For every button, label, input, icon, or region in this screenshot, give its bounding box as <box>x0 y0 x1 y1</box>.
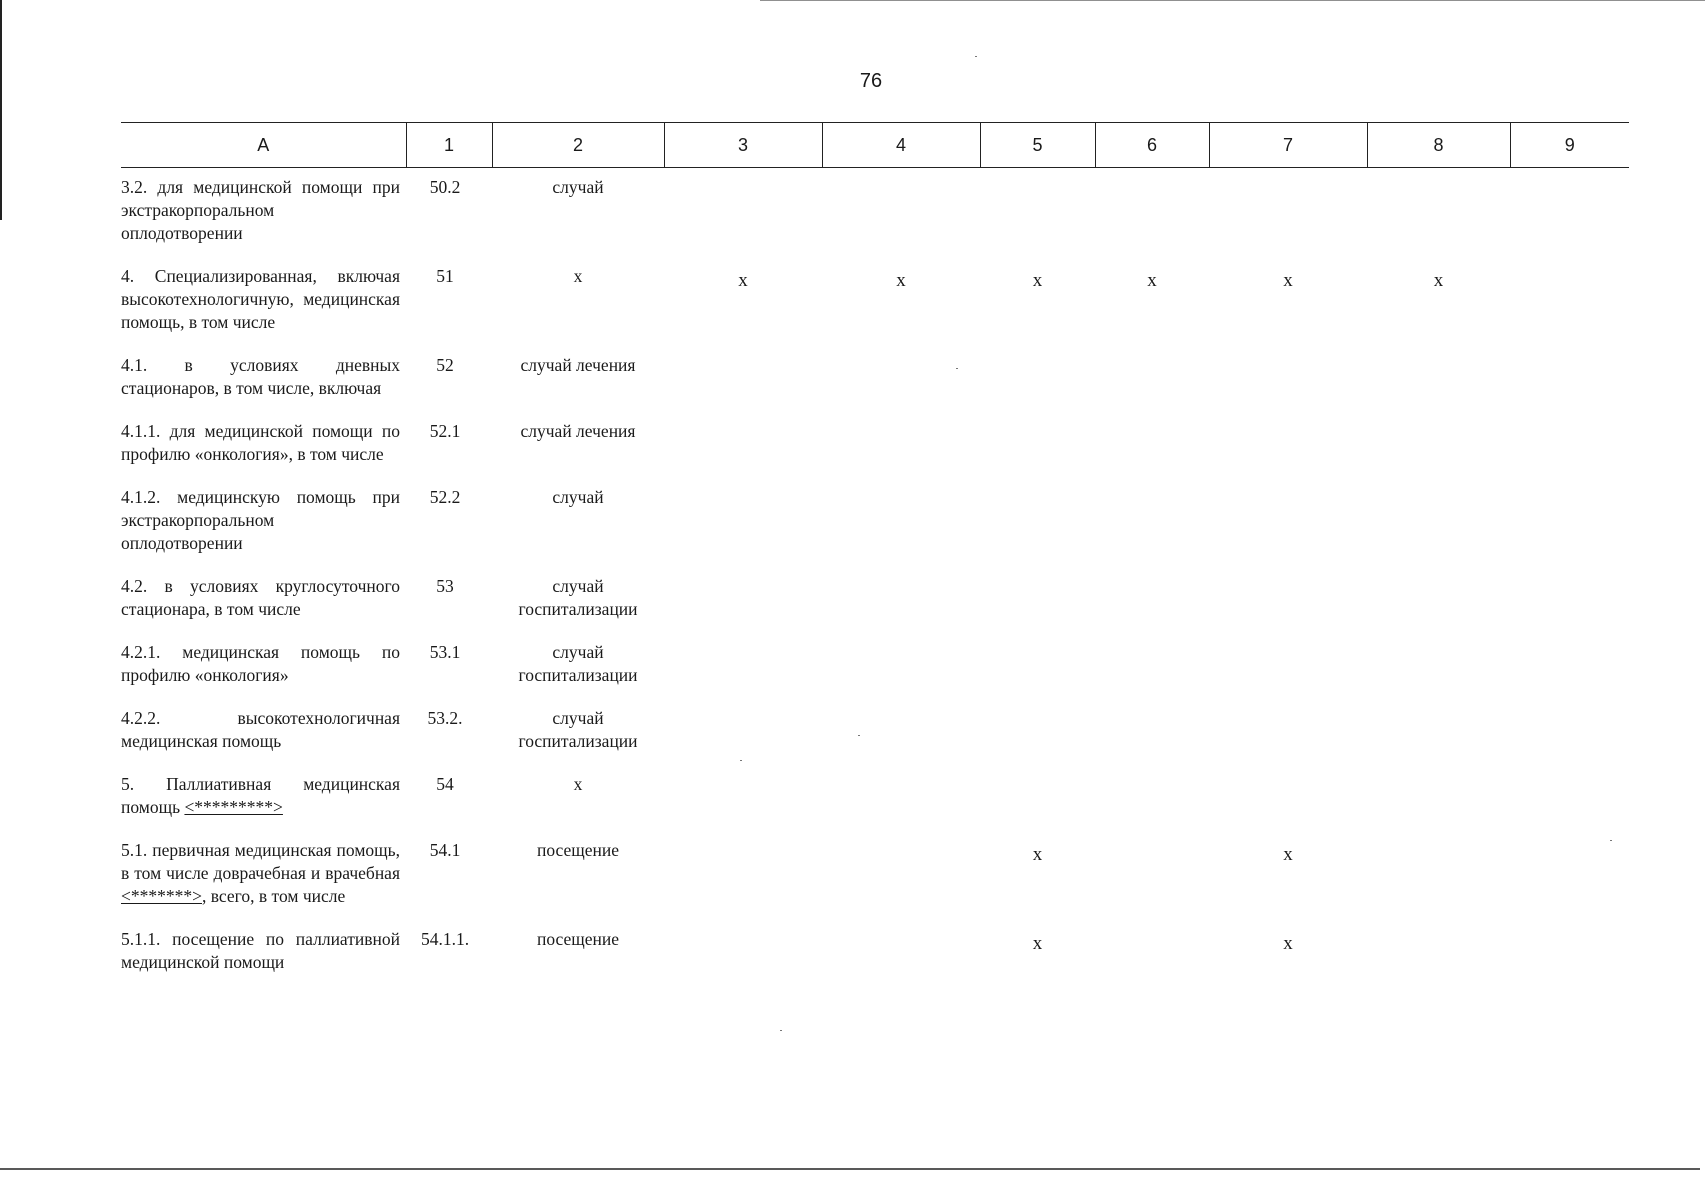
row-label <box>121 168 406 266</box>
header-cell: 1 <box>406 123 492 168</box>
row-label-text: 4.1.2. медицинскую помощь при экстракорпоральном оплодотворении <box>121 487 400 553</box>
value-cell-col7: х <box>1283 933 1293 954</box>
row-label <box>121 486 406 575</box>
value-cell-col4 <box>822 168 980 266</box>
table-row <box>121 354 1629 420</box>
value-cell-col5 <box>980 486 1095 575</box>
value-cell-col6 <box>1095 420 1209 486</box>
value-cell-col6: х <box>1147 270 1157 291</box>
unit-cell <box>492 354 664 420</box>
row-number: 51 <box>436 266 454 286</box>
value-cell-col9 <box>1510 575 1629 641</box>
value-cell-col3 <box>664 707 822 773</box>
row-label-text: 4.2.2. высокотехнологичная медицинская помощь <box>121 708 400 751</box>
table-row <box>121 928 1629 994</box>
header-cell: А <box>121 123 406 168</box>
unit-text: случай <box>552 642 604 662</box>
row-label <box>121 354 406 420</box>
value-cell-col5: х <box>1032 933 1043 954</box>
unit-text: посещение <box>536 929 620 949</box>
header-cell: 4 <box>822 123 980 168</box>
value-cell-col5 <box>980 420 1095 486</box>
unit-cell <box>492 575 664 641</box>
value-cell-col9 <box>1510 168 1629 266</box>
row-label <box>121 773 406 839</box>
row-label-text: 4.2. в условиях круглосуточного стационара, в том числе <box>121 576 400 619</box>
row-number: 53.1 <box>429 642 461 662</box>
value-cell-col5: х <box>1032 844 1043 865</box>
row-label <box>121 575 406 641</box>
value-cell-col4 <box>822 707 980 773</box>
value-cell-col7: х <box>1283 844 1293 865</box>
value-cell-col3 <box>664 575 822 641</box>
header-row <box>121 123 1629 168</box>
row-number: 53.2. <box>427 708 463 728</box>
row-number: 53 <box>436 576 454 596</box>
unit-text: посещение <box>536 840 620 860</box>
value-cell-col9 <box>1510 707 1629 773</box>
header-cell: 5 <box>980 123 1095 168</box>
value-cell-col9 <box>1510 641 1629 707</box>
table-row <box>121 773 1629 839</box>
value-cell-col6 <box>1095 707 1209 773</box>
unit-cell <box>492 168 664 266</box>
row-label-text: 5. Паллиативная медицинская помощь <box>121 774 400 817</box>
unit-cell <box>492 839 664 928</box>
value-cell-col9 <box>1510 486 1629 575</box>
value-cell-col5 <box>980 773 1095 839</box>
unit-text: случай <box>552 708 604 728</box>
table-row <box>121 486 1629 575</box>
value-cell-col3 <box>664 168 822 266</box>
row-number: 54.1 <box>429 840 461 860</box>
value-cell-col6 <box>1095 575 1209 641</box>
row-number: 54 <box>436 774 454 794</box>
unit-cell <box>492 420 664 486</box>
value-cell-col5 <box>980 168 1095 266</box>
value-cell-col6 <box>1095 486 1209 575</box>
scan-speck <box>780 1030 782 1031</box>
row-label <box>121 265 406 354</box>
row-label <box>121 420 406 486</box>
value-cell-col8 <box>1367 773 1510 839</box>
value-cell-col3 <box>664 773 822 839</box>
value-cell-col4 <box>822 773 980 839</box>
value-cell-col3 <box>664 354 822 420</box>
value-cell-col8 <box>1367 420 1510 486</box>
row-label-text: 4.1. в условиях дневных стационаров, в том числе, включая <box>121 355 400 398</box>
page-number: 76 <box>859 70 883 92</box>
value-cell-col4 <box>822 839 980 928</box>
value-cell-col5 <box>980 354 1095 420</box>
value-cell-col4 <box>822 420 980 486</box>
unit-cell <box>492 641 664 707</box>
value-cell-col5 <box>980 575 1095 641</box>
value-cell-col6 <box>1095 839 1209 928</box>
row-number: 52.1 <box>429 421 461 441</box>
value-cell-col4 <box>822 354 980 420</box>
value-cell-col3 <box>664 486 822 575</box>
unit-text: случай <box>552 487 604 507</box>
value-cell-col9 <box>1510 265 1629 354</box>
unit-text: х <box>573 774 583 794</box>
value-cell-col9 <box>1510 773 1629 839</box>
table-row <box>121 575 1629 641</box>
header-cell: 2 <box>492 123 664 168</box>
row-label-text: 3.2. для медицинской помощи при экстракорпоральном оплодотворении <box>121 177 400 243</box>
row-label <box>121 707 406 773</box>
value-cell-col5 <box>980 707 1095 773</box>
value-cell-col6 <box>1095 354 1209 420</box>
unit-text: случай <box>552 576 604 596</box>
row-number: 52 <box>436 355 454 375</box>
value-cell-col3 <box>664 420 822 486</box>
value-cell-col9 <box>1510 839 1629 928</box>
row-label-text: 4.1.1. для медицинской помощи по профилю «онкология», в том числе <box>121 421 400 464</box>
table-row <box>121 707 1629 773</box>
table-row <box>121 839 1629 928</box>
value-cell-col8 <box>1367 839 1510 928</box>
value-cell-col6 <box>1095 928 1209 994</box>
row-label <box>121 928 406 994</box>
value-cell-col7 <box>1209 773 1367 839</box>
value-cell-col8 <box>1367 486 1510 575</box>
value-cell-col7 <box>1209 168 1367 266</box>
value-cell-col5: х <box>1032 270 1043 291</box>
unit-cell <box>492 707 664 773</box>
unit-cell <box>492 265 664 354</box>
value-cell-col3: х <box>738 270 748 291</box>
row-label-text: 5.1.1. посещение по паллиативной медицинской помощи <box>121 929 400 972</box>
data-table <box>121 122 1629 994</box>
value-cell-col7 <box>1209 420 1367 486</box>
unit-text: случай лечения <box>520 355 636 375</box>
value-cell-col6 <box>1095 168 1209 266</box>
value-cell-col4 <box>822 641 980 707</box>
unit-cell <box>492 928 664 994</box>
unit-text-line2: госпитализации <box>518 731 638 751</box>
table-body <box>121 168 1629 995</box>
value-cell-col9 <box>1510 420 1629 486</box>
value-cell-col4: х <box>896 270 906 291</box>
value-cell-col8 <box>1367 354 1510 420</box>
table-row <box>121 168 1629 266</box>
footnote-ref: <*********> <box>184 797 283 817</box>
value-cell-col7 <box>1209 354 1367 420</box>
unit-text-line2: госпитализации <box>518 665 638 685</box>
table-row <box>121 265 1629 354</box>
row-number: 52.2 <box>429 487 461 507</box>
scan-left-border <box>0 0 2 220</box>
value-cell-col8 <box>1367 575 1510 641</box>
value-cell-col4 <box>822 486 980 575</box>
footnote-ref: <*******> <box>121 886 202 906</box>
value-cell-col8: х <box>1433 270 1444 291</box>
row-label-text: 4.2.1. медицинская помощь по профилю «онкология» <box>121 642 400 685</box>
value-cell-col4 <box>822 928 980 994</box>
table-row <box>121 641 1629 707</box>
unit-text: х <box>573 266 583 286</box>
row-label <box>121 839 406 928</box>
scan-bottom-line <box>0 1168 1700 1170</box>
value-cell-col7: х <box>1283 270 1293 291</box>
unit-cell <box>492 486 664 575</box>
value-cell-col8 <box>1367 928 1510 994</box>
row-number: 54.1.1. <box>420 929 470 949</box>
value-cell-col5 <box>980 641 1095 707</box>
value-cell-col8 <box>1367 641 1510 707</box>
value-cell-col4 <box>822 575 980 641</box>
header-cell: 3 <box>664 123 822 168</box>
value-cell-col8 <box>1367 707 1510 773</box>
table-row <box>121 420 1629 486</box>
header-cell: 9 <box>1510 123 1629 168</box>
header-cell: 6 <box>1095 123 1209 168</box>
scan-speck <box>975 56 977 57</box>
value-cell-col6 <box>1095 641 1209 707</box>
unit-text: случай <box>552 177 604 197</box>
row-label <box>121 641 406 707</box>
value-cell-col3 <box>664 641 822 707</box>
header-cell: 8 <box>1367 123 1510 168</box>
unit-text-line2: госпитализации <box>518 599 638 619</box>
value-cell-col3 <box>664 839 822 928</box>
row-number: 50.2 <box>429 177 461 197</box>
value-cell-col9 <box>1510 354 1629 420</box>
scan-top-border <box>760 0 1705 1</box>
row-label-tail: , всего, в том числе <box>202 886 346 906</box>
value-cell-col3 <box>664 928 822 994</box>
value-cell-col8 <box>1367 168 1510 266</box>
value-cell-col7 <box>1209 641 1367 707</box>
unit-text: случай лечения <box>520 421 636 441</box>
value-cell-col7 <box>1209 707 1367 773</box>
unit-cell <box>492 773 664 839</box>
row-label-text: 4. Специализированная, включая высокотехнологичную, медицинская помощь, в том числе <box>121 266 400 332</box>
value-cell-col7 <box>1209 486 1367 575</box>
value-cell-col6 <box>1095 773 1209 839</box>
row-label-text: 5.1. первичная медицинская помощь, в том числе доврачебная и врачебная <box>121 840 400 883</box>
value-cell-col7 <box>1209 575 1367 641</box>
header-cell: 7 <box>1209 123 1367 168</box>
value-cell-col9 <box>1510 928 1629 994</box>
